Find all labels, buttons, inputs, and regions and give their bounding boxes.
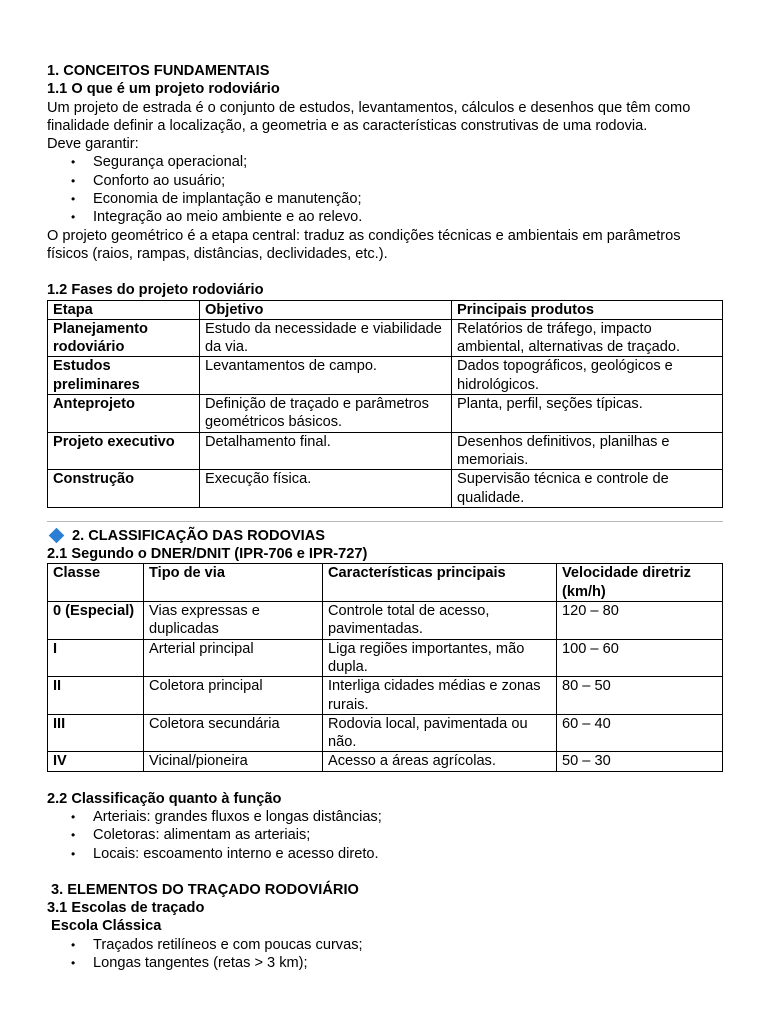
table-cell: Coletora secundária xyxy=(144,714,323,752)
table-cell: Vias expressas e duplicadas xyxy=(144,602,323,640)
section-3-title: 3. ELEMENTOS DO TRAÇADO RODOVIÁRIO xyxy=(51,881,359,898)
table-header-cell: Classe xyxy=(48,564,144,602)
list-item: • Economia de implantação e manutenção; xyxy=(93,190,723,208)
road-classification-table xyxy=(47,563,723,771)
section-1-2-heading: 1.2 Fases do projeto rodoviário xyxy=(47,282,264,299)
table-cell: Vicinal/pioneira xyxy=(144,752,323,771)
table-cell: Execução física. xyxy=(200,470,452,508)
must-guarantee-label: Deve garantir: xyxy=(47,136,139,153)
table-cell: Dados topográficos, geológicos e hidrológicos. xyxy=(452,357,723,395)
table-row xyxy=(48,432,723,470)
table-cell: IV xyxy=(48,752,144,771)
table-row xyxy=(48,395,723,433)
list-item: • Locais: escoamento interno e acesso direto. xyxy=(93,845,723,863)
table-row xyxy=(48,470,723,508)
table-cell: Planejamento rodoviário xyxy=(48,319,200,357)
table-cell: 60 – 40 xyxy=(557,714,723,752)
table-cell: Coletora principal xyxy=(144,677,323,715)
paragraph-definition: Um projeto de estrada é o conjunto de estudos, levantamentos, cálculos e desenhos que têm como finalidade definir a localização, a geometria e as características construtivas de uma rodovia. xyxy=(47,99,691,134)
list-item: • Integração ao meio ambiente e ao relevo. xyxy=(93,208,723,226)
table-cell: 0 (Especial) xyxy=(48,602,144,640)
table-header-row xyxy=(48,300,723,319)
section-1-title: 1. CONCEITOS FUNDAMENTAIS xyxy=(47,63,270,79)
table-header-cell: Etapa xyxy=(48,300,200,319)
table-cell: 100 – 60 xyxy=(557,639,723,677)
table-cell: Levantamentos de campo. xyxy=(200,357,452,395)
table-header-cell: Principais produtos xyxy=(452,300,723,319)
table-cell: Anteprojeto xyxy=(48,395,200,433)
table-cell: Arterial principal xyxy=(144,639,323,677)
section-divider xyxy=(47,521,723,522)
table-cell: Rodovia local, pavimentada ou não. xyxy=(323,714,557,752)
table-cell: III xyxy=(48,714,144,752)
table-cell: Estudos preliminares xyxy=(48,357,200,395)
table-cell: Interliga cidades médias e zonas rurais. xyxy=(323,677,557,715)
table-row xyxy=(48,752,723,771)
table-header-cell: Tipo de via xyxy=(144,564,323,602)
list-item: • Arteriais: grandes fluxos e longas distâncias; xyxy=(93,808,723,826)
table-cell: Controle total de acesso, pavimentadas. xyxy=(323,602,557,640)
table-cell: 50 – 30 xyxy=(557,752,723,771)
table-cell: Planta, perfil, seções típicas. xyxy=(452,395,723,433)
table-row xyxy=(48,602,723,640)
paragraph-geometric-project: O projeto geométrico é a etapa central: traduz as condições técnicas e ambientais em parâmetros físicos (raios, rampas, distâncias, declividades, etc.). xyxy=(47,227,681,262)
list-item: • Conforto ao usuário; xyxy=(93,172,723,190)
table-header-row xyxy=(48,564,723,602)
table-cell: Relatórios de tráfego, impacto ambiental, alternativas de traçado. xyxy=(452,319,723,357)
section-1-1-heading: 1.1 O que é um projeto rodoviário xyxy=(47,81,280,98)
table-cell: Detalhamento final. xyxy=(200,432,452,470)
table-row xyxy=(48,677,723,715)
list-item: • Coletoras: alimentam as arteriais; xyxy=(93,826,723,844)
function-list xyxy=(47,808,723,863)
guarantee-list xyxy=(47,153,723,226)
section-3-1-heading: 3.1 Escolas de traçado xyxy=(47,900,205,917)
section-2-title: 2. CLASSIFICAÇÃO DAS RODOVIAS xyxy=(47,527,723,545)
table-row xyxy=(48,319,723,357)
list-item: • Longas tangentes (retas > 3 km); xyxy=(93,954,723,972)
classic-school-list xyxy=(47,936,723,973)
table-cell: Supervisão técnica e controle de qualidade. xyxy=(452,470,723,508)
document-page xyxy=(47,62,723,972)
table-header-cell: Velocidade diretriz (km/h) xyxy=(557,564,723,602)
table-cell: Liga regiões importantes, mão dupla. xyxy=(323,639,557,677)
table-cell: 80 – 50 xyxy=(557,677,723,715)
table-header-cell: Características principais xyxy=(323,564,557,602)
table-row xyxy=(48,357,723,395)
list-item: • Traçados retilíneos e com poucas curvas; xyxy=(93,936,723,954)
table-cell: Acesso a áreas agrícolas. xyxy=(323,752,557,771)
table-row xyxy=(48,714,723,752)
classic-school-heading: Escola Clássica xyxy=(51,918,162,935)
table-cell: Construção xyxy=(48,470,200,508)
table-cell: Projeto executivo xyxy=(48,432,200,470)
table-cell: Estudo da necessidade e viabilidade da via. xyxy=(200,319,452,357)
section-2-1-heading: 2.1 Segundo o DNER/DNIT (IPR-706 e IPR-727) xyxy=(47,546,368,563)
table-cell: 120 – 80 xyxy=(557,602,723,640)
table-cell: Desenhos definitivos, planilhas e memoriais. xyxy=(452,432,723,470)
table-row xyxy=(48,639,723,677)
table-header-cell: Objetivo xyxy=(200,300,452,319)
blue-diamond-icon xyxy=(49,528,65,544)
list-item: • Segurança operacional; xyxy=(93,153,723,171)
section-2-2-heading: 2.2 Classificação quanto à função xyxy=(47,790,282,807)
table-cell: I xyxy=(48,639,144,677)
project-phases-table xyxy=(47,300,723,508)
table-cell: Definição de traçado e parâmetros geométricos básicos. xyxy=(200,395,452,433)
table-cell: II xyxy=(48,677,144,715)
